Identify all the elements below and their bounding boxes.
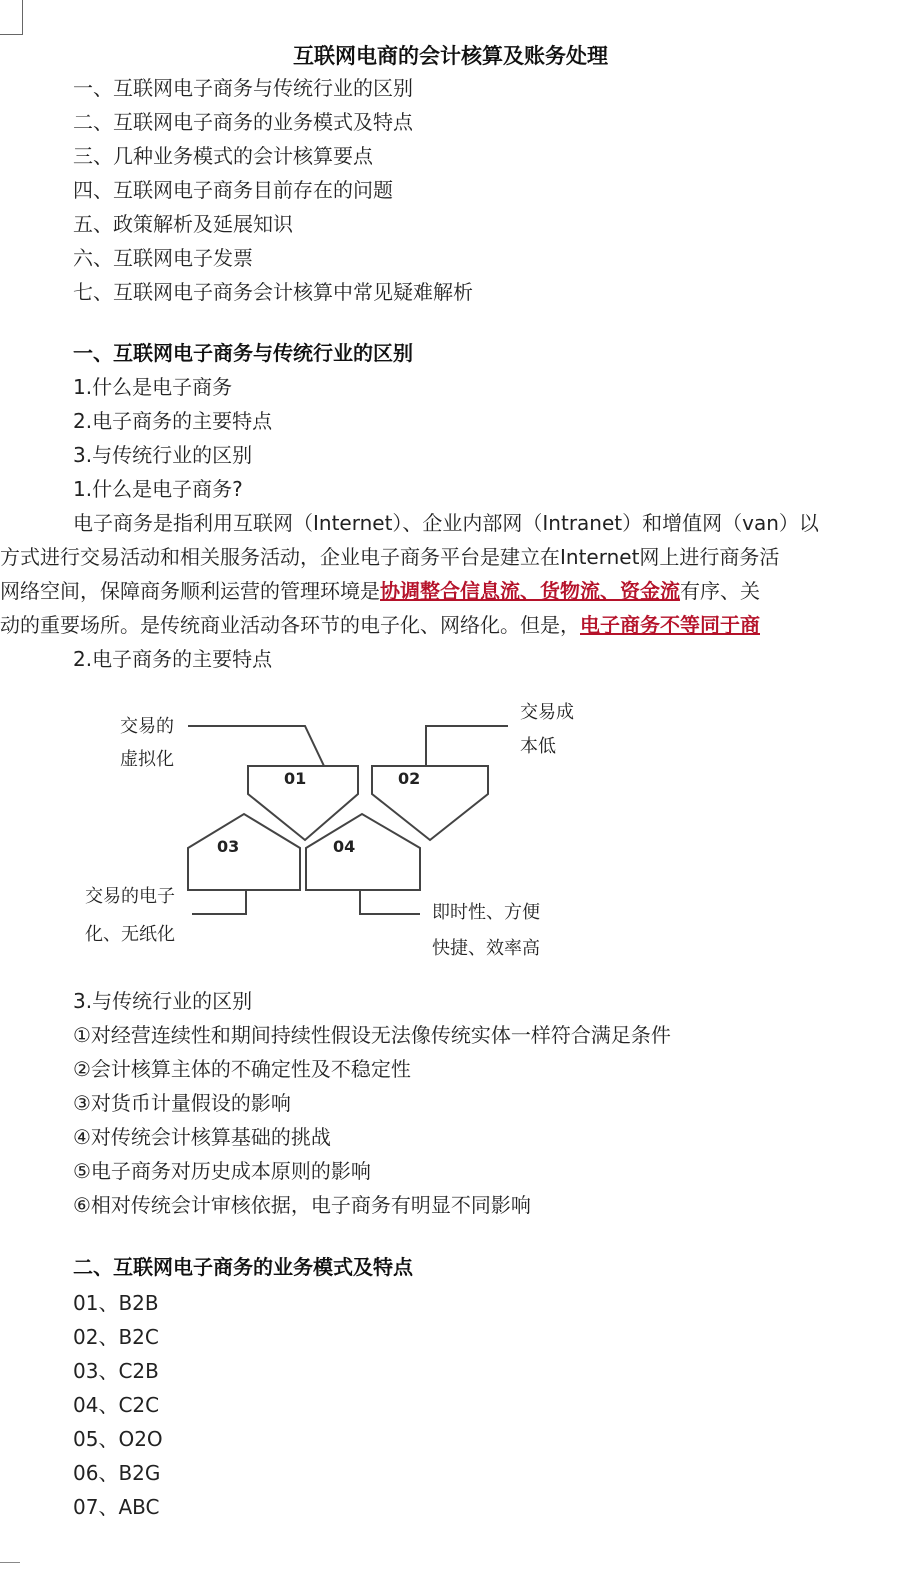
diagram-box-label: 02: [398, 769, 421, 788]
paragraph-line: [0, 578, 760, 604]
connector-line: [360, 890, 420, 914]
diagram-box-label: 03: [217, 837, 240, 856]
toc-item: 二、互联网电子商务的业务模式及特点: [73, 110, 413, 134]
toc-item: 一、互联网电子商务与传统行业的区别: [73, 76, 413, 100]
model-item: 03、C2B: [73, 1359, 159, 1383]
paragraph-line: [0, 612, 760, 638]
question-heading: 1.什么是电子商务?: [73, 477, 243, 501]
diagram-label: 本低: [520, 736, 556, 757]
highlight-text: 电子商务不等同于商: [580, 613, 760, 637]
diagram-box-label: 01: [284, 769, 307, 788]
sub-item: 2.电子商务的主要特点: [73, 409, 273, 433]
diagram-label: 虚拟化: [120, 749, 174, 770]
diff-item: ③对货币计量假设的影响: [73, 1091, 291, 1115]
model-item: 06、B2G: [73, 1461, 161, 1485]
connector-line: [426, 726, 508, 766]
paragraph-text: 网络空间，保障商务顺利运营的管理环境是: [0, 579, 380, 603]
diagram-label: 化、无纸化: [85, 924, 175, 945]
diff-item: ①对经营连续性和期间持续性假设无法像传统实体一样符合满足条件: [73, 1023, 671, 1047]
section-heading: 二、互联网电子商务的业务模式及特点: [73, 1255, 413, 1279]
page-corner-mark: [0, 0, 23, 35]
connector-line: [188, 726, 324, 766]
model-item: 01、B2B: [73, 1291, 159, 1315]
toc-item: 三、几种业务模式的会计核算要点: [73, 144, 373, 168]
diagram-box-03: [188, 814, 300, 890]
features-diagram: [0, 690, 901, 980]
document-title: 互联网电商的会计核算及账务处理: [293, 44, 608, 68]
paragraph-line: 方式进行交易活动和相关服务活动，企业电子商务平台是建立在Internet网上进行商务活: [0, 545, 780, 569]
diff-item: ②会计核算主体的不确定性及不稳定性: [73, 1057, 411, 1081]
toc-item: 六、互联网电子发票: [73, 246, 253, 270]
diff-item: ⑥相对传统会计审核依据，电子商务有明显不同影响: [73, 1193, 531, 1217]
connector-line: [192, 890, 246, 914]
page-corner-mark-bottom: [0, 1562, 20, 1579]
paragraph-line: 电子商务是指利用互联网（Internet）、企业内部网（Intranet）和增值网（van）以: [73, 511, 819, 535]
question-heading: 2.电子商务的主要特点: [73, 647, 273, 671]
diagram-box-label: 04: [333, 837, 356, 856]
diagram-label: 快捷、效率高: [432, 938, 540, 959]
paragraph-text: 动的重要场所。是传统商业活动各环节的电子化、网络化。但是，: [0, 613, 580, 637]
diff-item: ④对传统会计核算基础的挑战: [73, 1125, 331, 1149]
section-heading: 一、互联网电子商务与传统行业的区别: [73, 341, 413, 365]
model-item: 02、B2C: [73, 1325, 159, 1349]
model-item: 07、ABC: [73, 1495, 160, 1519]
diagram-label: 交易成: [520, 702, 574, 723]
diagram-label: 即时性、方便: [432, 902, 540, 923]
highlight-text: 协调整合信息流、货物流、资金流: [380, 579, 680, 603]
sub-item: 1.什么是电子商务: [73, 375, 233, 399]
diff-item: ⑤电子商务对历史成本原则的影响: [73, 1159, 371, 1183]
model-item: 05、O2O: [73, 1427, 163, 1451]
toc-item: 五、政策解析及延展知识: [73, 212, 293, 236]
toc-item: 七、互联网电子商务会计核算中常见疑难解析: [73, 280, 473, 304]
model-item: 04、C2C: [73, 1393, 160, 1417]
question-heading: 3.与传统行业的区别: [73, 989, 253, 1013]
toc-item: 四、互联网电子商务目前存在的问题: [73, 178, 393, 202]
diagram-label: 交易的电子: [85, 886, 175, 907]
diagram-box-02: [372, 766, 488, 840]
sub-item: 3.与传统行业的区别: [73, 443, 253, 467]
paragraph-text: 有序、关: [680, 579, 760, 603]
diagram-label: 交易的: [120, 716, 174, 737]
